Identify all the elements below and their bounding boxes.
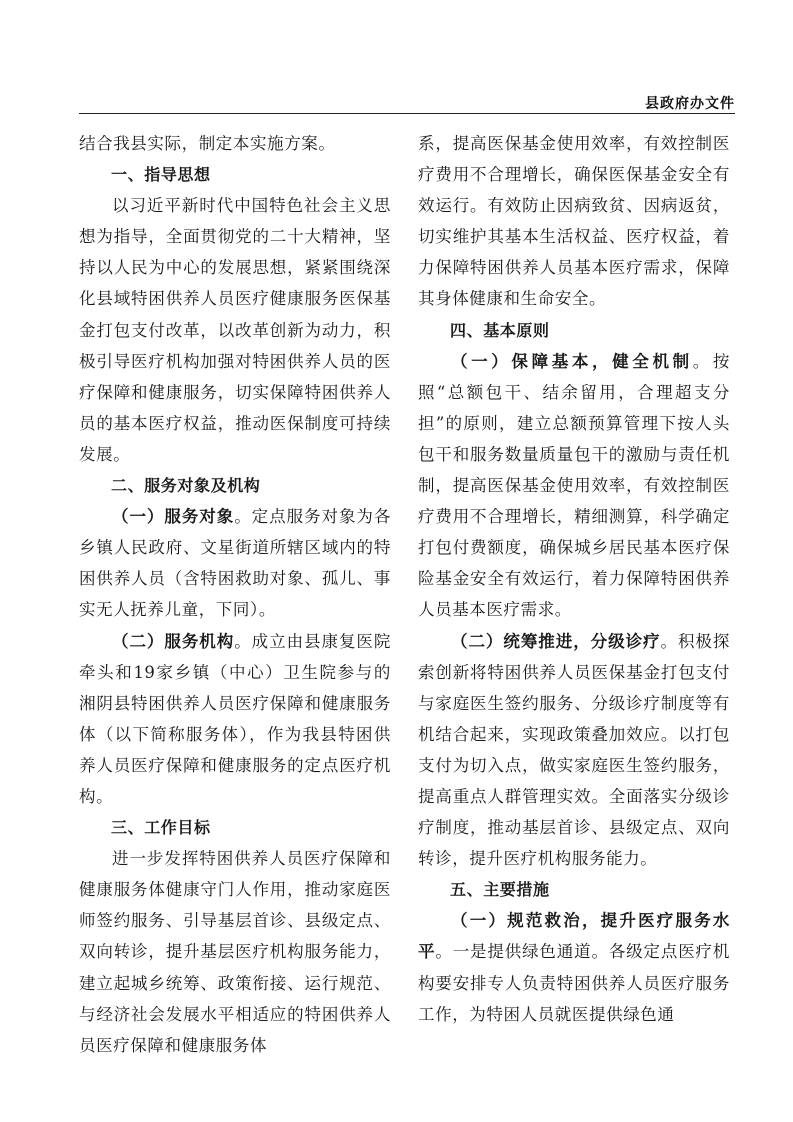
- measure-standardize-treatment-body: 。一是提供绿色通道。各级定点医疗机构要安排专人负责特困供养人员医疗服务工作，为特困人员就医提供绿色通: [418, 942, 730, 1024]
- service-targets-paragraph: [79, 501, 391, 625]
- right-column: [418, 128, 730, 1088]
- work-goals-continuation: 系，提高医保基金使用效率，有效控制医疗费用不合理增长，确保医保基金安全有效运行。有效防止因病致贫、因病返贫，切实维护其基本生活权益、医疗权益，着力保障特困供养人员基本医疗需求，保障其身体健康和生命安全。: [418, 134, 730, 309]
- section-heading-main-measures: 五、主要措施: [450, 880, 550, 900]
- principle-basic-guarantee-body: 。按照“总额包干、结余留用，合理超支分担”的原则，建立总额预算管理下按人头包干和服务数量质量包干的激励与责任机制，提高医保基金使用效率，有效控制医疗费用不合理增长，精细测算，科学确定打包付费额度，确保城乡居民基本医疗保险基金安全有效运行，着力保障特困供养人员基本医疗需求。: [418, 351, 730, 620]
- service-targets-body: 。定点服务对象为各乡镇人民政府、文星街道所辖区域内的特困供养人员（含特困救助对象、孤儿、事实无人抚养儿童，下同）。: [79, 507, 391, 620]
- service-institutions-body: 。成立由县康复医院牵头和19家乡镇（中心）卫生院参与的湘阴县特困供养人员医疗保障和健康服务体（以下简称服务体），作为我县特困供养人员医疗保障和健康服务的定点医疗机构。: [79, 631, 391, 806]
- measure-standardize-treatment-paragraph: [418, 905, 730, 1029]
- document-header-label: 县政府办文件: [645, 96, 735, 112]
- service-institutions-paragraph: [79, 626, 391, 813]
- principle-basic-guarantee-paragraph: [418, 346, 730, 626]
- left-column: [79, 128, 391, 1088]
- measure-standardize-treatment-lead: （一）规范救治，提升医疗服务水平: [418, 911, 730, 962]
- guiding-thought-paragraph: 以习近平新时代中国特色社会主义思想为指导，全面贯彻党的二十大精神，坚持以人民为中心的发展思想，紧紧围绕深化县域特困供养人员医疗健康服务医保基金打包支付改革，以改革创新为动力，积极引导医疗机构加强对特困供养人员的医疗保障和健康服务，切实保障特困供养人员的基本医疗权益，推动医保制度可持续发展。: [79, 196, 391, 464]
- principle-coordinated-body: 。积极探索创新将特困供养人员医保基金打包支付与家庭医生签约服务、分级诊疗制度等有机结合起来，实现政策叠加效应。以打包支付为切入点，做实家庭医生签约服务，提高重点人群管理实效。全面落实分级诊疗制度，推动基层首诊、县级定点、双向转诊，提升医疗机构服务能力。: [418, 631, 730, 869]
- header-divider: [79, 113, 735, 114]
- service-targets-lead: （一）服务对象: [112, 507, 235, 527]
- principle-basic-guarantee-lead: （一）保障基本，健全机制: [451, 351, 693, 371]
- principle-coordinated-lead: （二）统筹推进，分级诊疗: [451, 631, 661, 651]
- service-institutions-lead: （二）服务机构: [112, 631, 235, 651]
- section-heading-guiding-thought: 一、指导思想: [111, 165, 211, 185]
- work-goals-paragraph: 进一步发挥特困供养人员医疗保障和健康服务体健康守门人作用，推动家庭医师签约服务、引导基层首诊、县级定点、双向转诊，提升基层医疗机构服务能力，建立起城乡统筹、政策衔接、运行规范、与经济社会发展水平相适应的特困供养人员医疗保障和健康服务体: [79, 849, 391, 1055]
- principle-coordinated-paragraph: [418, 626, 730, 875]
- section-heading-service-targets: 二、服务对象及机构: [111, 476, 261, 496]
- section-heading-work-goals: 三、工作目标: [111, 818, 211, 838]
- section-heading-basic-principles: 四、基本原则: [450, 320, 550, 340]
- intro-paragraph: 结合我县实际，制定本实施方案。: [79, 134, 336, 153]
